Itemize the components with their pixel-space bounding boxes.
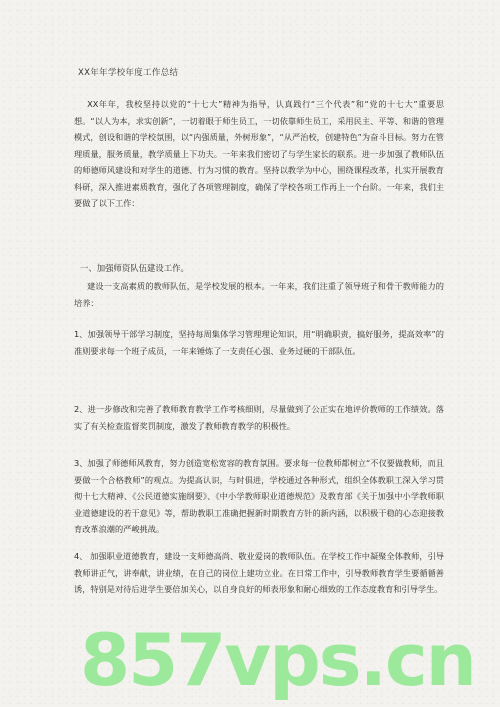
list-item-4: 4、 加强职业道德教育，建设一支师德高尚、敬业爱岗的教师队伍。在学校工作中凝聚全体教师，引导教师讲正气，讲奉献，讲业绩，在自己的岗位上建功立业。在日常工作中，引导教师教育学生要循循善诱，特别是对待后进学生要倍加关心，以自身良好的师表形象和耐心细致的工作态度教育和引导学生。 — [74, 551, 444, 594]
watermark-logo: 857vps.cn — [80, 618, 475, 702]
document-title: XX年年学校年度工作总结 — [78, 68, 179, 78]
intro-paragraph: XX年年，我校坚持以党的“十七大”精神为指导，认真践行“三个代表”和“党的十七大”重要思想。“以人为本，求实创新”，一切着眼于师生员工，一切依靠师生员工，采用民主、平等、和谐的管理模式，创设和谐的学校氛围，以“内强质量，外树形象”，“从严治校，创建特色”为奋斗目标。努力在管理质量，服务质量，教学质量上下功夫。一年来我们密切了与学生家长的联系。进一步加强了教师队伍的师德师风建设和对学生的道德、行为习惯的教育。坚持以教学为中心，围绕课程改革，扎实开展教育科研，深入推进素质教育，强化了各项管理制度，确保了学校各项工作再上一个台阶。一年来，我们主要做了以下工作： — [74, 99, 444, 208]
section-intro-paragraph: 建设一支高素质的教师队伍，是学校发展的根本。一年来，我们注重了领导班子和骨干教师能力的培养： — [74, 281, 444, 308]
list-item-3: 3、加强了师德师风教育，努力创造宽松宽容的教育氛围。要求每一位教师都树立“不仅要做教师，而且要做一个合格教师”的观点。为提高认识，与时俱进，学校通过各种形式，组织全体教职工深入学习贯彻十七大精神、《公民道德实施纲要》、《中小学教师职业道德规范》及教育部《关于加强中小学教师职业道德建设的若干意见》等，帮助教职工准确把握新时期教育方针的新内涵，以积极干稳的心态迎接教育改革浪潮的严峻挑战。 — [74, 458, 444, 534]
section-heading: 一、加强师资队伍建设工作。 — [80, 263, 189, 273]
list-item-2: 2、进一步修改和完善了教师教育教学工作考核细则，尽量做到了公正实在地评价教师的工作绩效。落实了有关检查监督奖罚制度，激发了教师教育教学的积极性。 — [74, 404, 444, 431]
list-item-1: 1、加强领导干部学习制度，坚持每周集体学习管理理论知识，用“明确职责，搞好服务，提高效率”的准则要求每一个班子成员，一年来锤炼了一支责任心强、业务过硬的干部队伍。 — [74, 329, 444, 356]
